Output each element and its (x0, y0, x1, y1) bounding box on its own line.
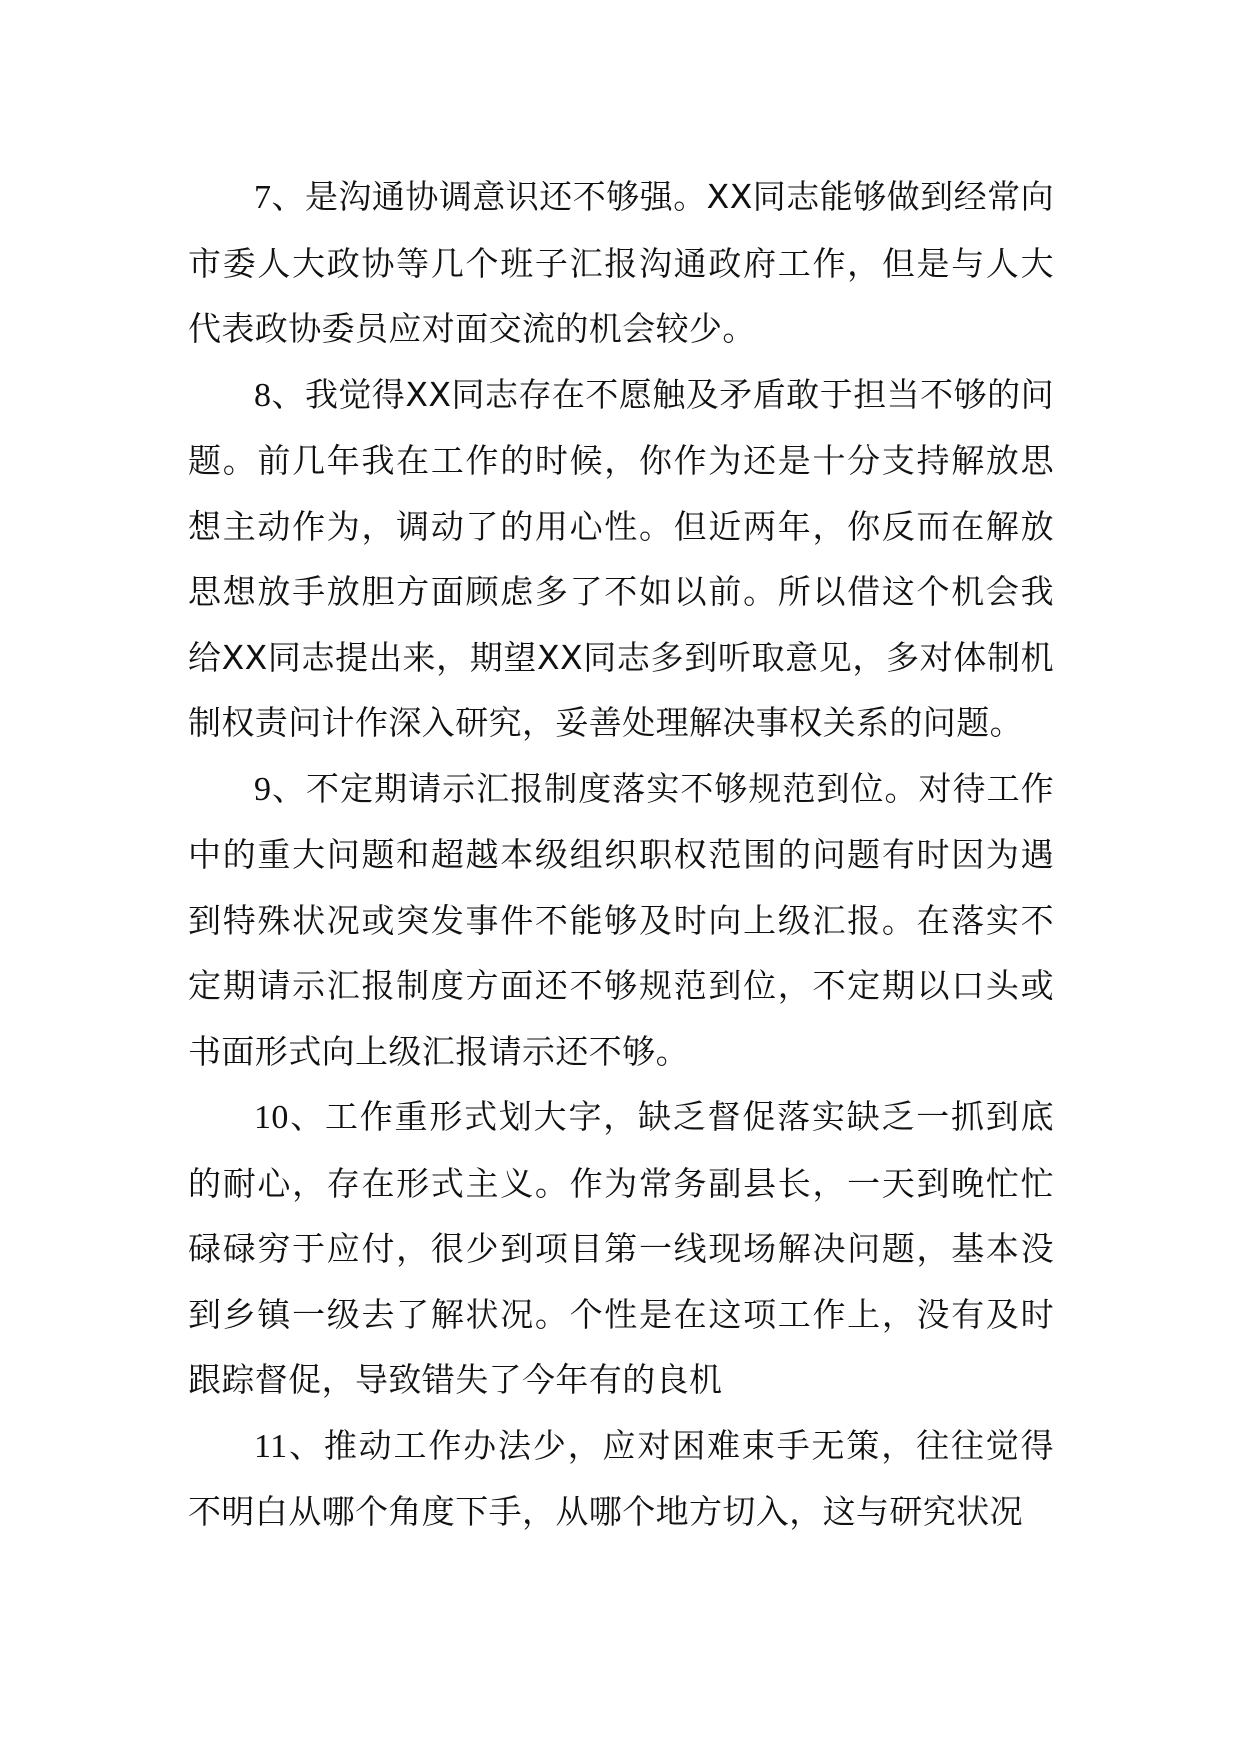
paragraph-number: 8 (254, 376, 272, 414)
paragraph-8 (188, 362, 1054, 756)
paragraph-number: 9 (254, 770, 272, 808)
paragraph-number: 11 (254, 1427, 288, 1465)
paragraph-10 (188, 1084, 1054, 1413)
document-body (188, 164, 1054, 1545)
paragraph-number: 7 (254, 179, 272, 216)
paragraph-7 (188, 164, 1054, 362)
paragraph-9 (188, 756, 1054, 1085)
paragraph-11 (188, 1413, 1054, 1545)
paragraph-text: 、工作重形式划大字，缺乏督促落实缺乏一抓到底的耐心，存在形式主义。作为常务副县长，一天到晚忙忙碌碌穷于应付，很少到项目第一线现场解决问题，基本没到乡镇一级去了解状况。个性是在这项工作上，没有及时跟踪督促，导致错失了今年有的良机 (188, 1097, 1054, 1399)
paragraph-text: 、推动工作办法少，应对困难束手无策，往往觉得不明白从哪个角度下手，从哪个地方切入，这与研究状况 (188, 1425, 1054, 1531)
paragraph-text: 、是沟通协调意识还不够强。XX同志能够做到经常向市委人大政协等几个班子汇报沟通政府工作，但是与人大代表政协委员应对面交流的机会较少。 (188, 177, 1054, 348)
paragraph-text: 、不定期请示汇报制度落实不够规范到位。对待工作中的重大问题和超越本级组织职权范围的问题有时因为遇到特殊状况或突发事件不能够及时向上级汇报。在落实不定期请示汇报制度方面还不够规范到位，不定期以口头或书面形式向上级汇报请示还不够。 (188, 768, 1054, 1071)
paragraph-text: 、我觉得XX同志存在不愿触及矛盾敢于担当不够的问题。前几年我在工作的时候，你作为还是十分支持解放思想主动作为，调动了的用心性。但近两年，你反而在解放思想放手放胆方面顾虑多了不如以前。所以借这个机会我给XX同志提出来，期望XX同志多到听取意见，多对体制机制权责问计作深入研究，妥善处理解决事权关系的问题。 (188, 374, 1054, 742)
paragraph-number: 10 (254, 1099, 289, 1136)
